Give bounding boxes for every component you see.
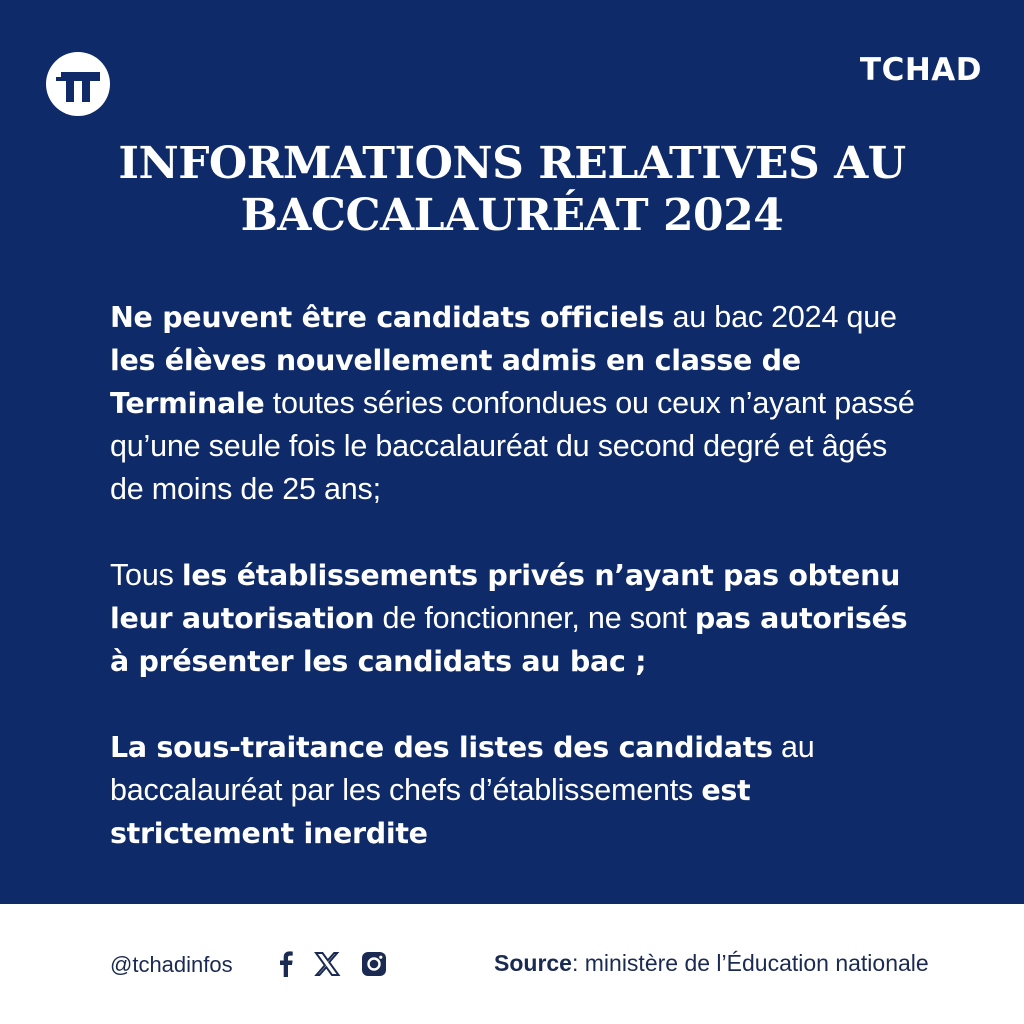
- p2-bold-1: les établissements privés n’ayant pas obtenu leur autorisation: [110, 559, 901, 635]
- p2-bold-2: pas autorisés à présenter les candidats au bac ;: [110, 602, 908, 678]
- p1-bold-2: les élèves nouvellement admis en classe de Terminale: [110, 344, 801, 420]
- source-credit: [494, 950, 929, 977]
- p2-text-1: Tous: [110, 558, 182, 592]
- paragraph-3: [110, 726, 920, 855]
- x-icon[interactable]: [313, 950, 341, 978]
- page-title: [0, 138, 1024, 242]
- paragraph-1: [110, 296, 920, 511]
- social-handle[interactable]: @tchadinfos: [110, 952, 233, 977]
- p2-text-2: de fonctionner, ne sont: [374, 601, 695, 635]
- country-label: TCHAD: [859, 52, 982, 88]
- p3-bold-1: La sous-traitance des listes des candidats: [110, 731, 773, 764]
- p1-bold-1: Ne peuvent être candidats officiels: [110, 301, 665, 334]
- title-line-2: BACCALAURÉAT 2024: [240, 190, 784, 241]
- p1-text-2: toutes séries confondues ou ceux n’ayant passé qu’une seule fois le baccalauréat du second degré et âgés de moins de 25 ans;: [110, 386, 915, 506]
- tchadinfos-logo-icon: [44, 50, 112, 118]
- paragraph-2: [110, 554, 920, 683]
- facebook-icon[interactable]: [272, 950, 300, 978]
- source-label: Source: [494, 950, 572, 976]
- p3-bold-2: est strictement inerdite: [110, 774, 751, 850]
- instagram-icon[interactable]: [360, 950, 388, 978]
- source-text: : ministère de l’Éducation nationale: [571, 950, 929, 976]
- title-line-1: INFORMATIONS RELATIVES AU: [118, 138, 906, 189]
- body-text: [110, 296, 920, 855]
- p1-text-1: au bac 2024 que: [664, 300, 897, 334]
- p3-text-1: au baccalauréat par les chefs d’établissements: [110, 730, 815, 807]
